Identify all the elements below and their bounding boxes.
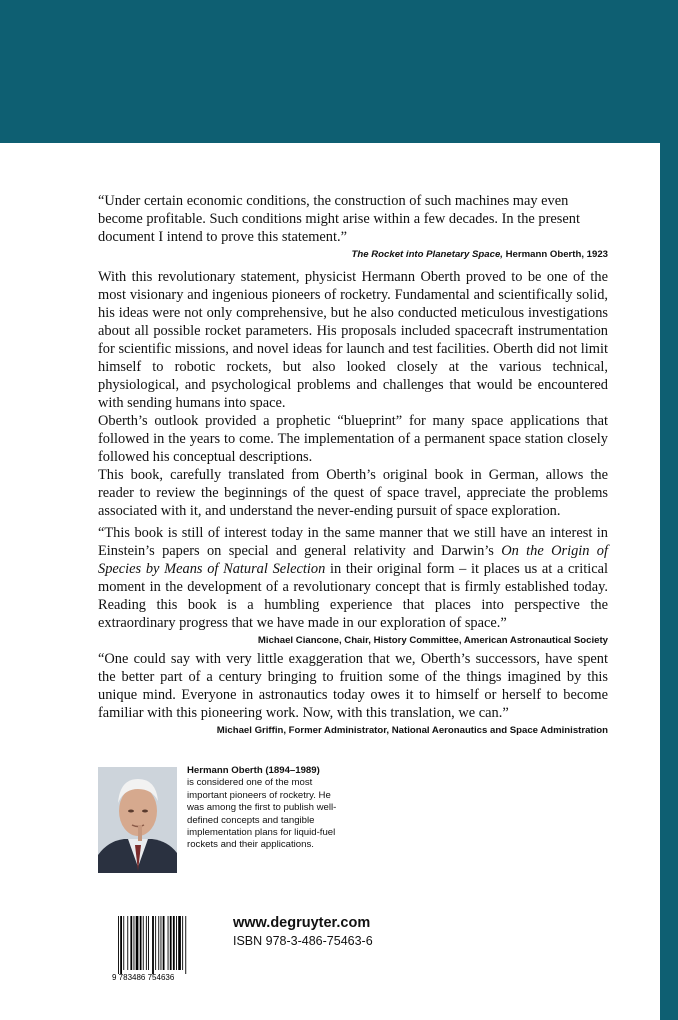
barcode-bar: [176, 916, 177, 970]
description-block: [98, 268, 608, 520]
portrait-icon: [98, 767, 177, 873]
barcode-bar: [161, 916, 162, 970]
quote-text: “This book is still of interest today in the same manner that we still have an interest in Einstein’s papers on special and general relativity and Darwin’s: [98, 525, 608, 559]
author-description: is considered one of the most important pioneers of rocketry. He was among the first to publish well-defined concepts and tangible implementation plans for liquid-fuel rockets and their applications.: [187, 777, 337, 851]
publisher-info: [233, 914, 373, 950]
barcode-bar: [152, 916, 154, 974]
publisher-url[interactable]: www.degruyter.com: [233, 915, 371, 931]
barcode-digits: 9 783486 754636: [112, 973, 175, 982]
barcode-icon: [112, 914, 208, 982]
ciancone-quote: [98, 524, 608, 632]
isbn-barcode: [112, 914, 208, 982]
barcode-bar: [146, 916, 147, 970]
griffin-quote: “One could say with very little exaggeration that we, Oberth’s successors, have spent the better part of a century bringing to fruition some of the things imagined by this unique mind. Everyone in astronautics today owes it to himself or herself to become familiar with this pioneering work. Now, with this translation, we can.”: [98, 651, 608, 721]
barcode-bar: [148, 916, 149, 970]
source-title: The Rocket into Planetary Space,: [351, 249, 503, 260]
ciancone-quote-block: [98, 524, 608, 648]
author-bio: [187, 765, 347, 852]
description-paragraph: With this revolutionary statement, physicist Hermann Oberth proved to be one of the most visionary and ingenious pioneers of rocketry. Fundamental and scientifically solid, his ideas were not only comprehensive, but he also conducted meticulous investigations about all possible rocket parameters. His proposals included spacecraft instrumentation for scientific missions, and novel ideas for launch and test facilities. Oberth did not limit himself to robotic rockets, but also looked closely at the various technical, physiological, and psychological problems and challenges that would be encountered with sending humans into space.: [98, 269, 608, 411]
barcode-bar: [143, 916, 144, 970]
barcode-bar: [182, 916, 183, 970]
barcode-bar: [123, 916, 124, 970]
barcode-bar: [120, 916, 122, 974]
description-paragraph: Oberth’s outlook provided a prophetic “blueprint” for many space applications that followed in the years to come. The implementation of a permanent space station closely followed his conceptual descriptions.: [98, 413, 608, 465]
barcode-bar: [130, 916, 132, 970]
description-paragraph: This book, carefully translated from Oberth’s original book in German, allows the reader to review the beginnings of the quest of space travel, appreciate the problems associated with it, and understand the never-ending pursuit of space exploration.: [98, 467, 608, 519]
book-title: On the Origin of Species by Means of Natural Selection: [98, 543, 608, 577]
barcode-bar: [158, 916, 159, 970]
barcode-bar: [168, 916, 169, 970]
isbn-number: ISBN 978-3-486-75463-6: [233, 934, 373, 948]
source-author-year: Hermann Oberth, 1923: [502, 249, 608, 260]
barcode-bar: [127, 916, 128, 970]
opening-quote-block: [98, 192, 608, 262]
quote-text: in their original form – it places us at a critical moment in the development of a revolutionary concept that is firmly established today. Reading this book is a humbling experience that places into perspective the extraordinary progress that we have made in our exploration of space.”: [98, 561, 608, 631]
author-photo: [98, 767, 177, 873]
barcode-bar: [178, 916, 181, 970]
barcode-bar: [136, 916, 139, 970]
barcode-bar: [185, 916, 186, 974]
barcode-bar: [134, 916, 135, 970]
griffin-quote-block: [98, 650, 608, 738]
opening-quote: “Under certain economic conditions, the construction of such machines may even become profitable. Such conditions might arise within a few decades. In the present document I intend to prove this statement.”: [98, 193, 580, 245]
barcode-bar: [140, 916, 142, 970]
barcode-bar: [173, 916, 175, 970]
barcode-bar: [163, 916, 165, 970]
griffin-attribution: Michael Griffin, Former Administrator, National Aeronautics and Space Administration: [216, 725, 608, 736]
ciancone-attribution: Michael Ciancone, Chair, History Committee, American Astronautical Society: [257, 635, 608, 646]
opening-quote-attribution: [98, 248, 608, 262]
barcode-bar: [155, 916, 156, 970]
author-name: Hermann Oberth (1894–1989): [187, 765, 320, 776]
barcode-bar: [170, 916, 172, 970]
barcode-bar: [118, 916, 119, 974]
